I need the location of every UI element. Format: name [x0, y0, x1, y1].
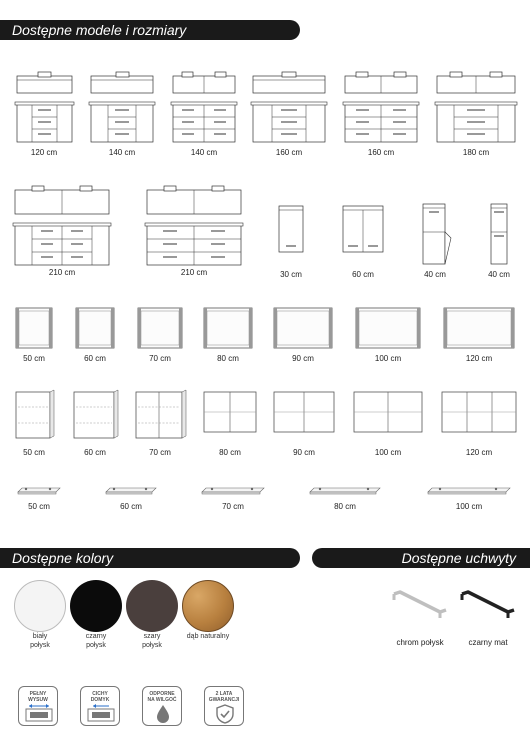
mirror-cabinet-drawing: [352, 390, 424, 442]
shelf-50: [16, 484, 62, 514]
mirror-drawing: [272, 306, 334, 352]
vanity-drawing: [144, 184, 244, 274]
badge-soft-close: CICHY DOMYK: [80, 686, 120, 726]
mirror-50: [14, 306, 54, 366]
mirror-cabinet-drawing: [134, 390, 186, 442]
vanity-160a: [250, 70, 328, 157]
vanity-drawing: [12, 184, 112, 274]
size-label: 100 cm: [374, 354, 402, 363]
mirror-drawing: [442, 306, 516, 352]
size-label: 160 cm: [275, 148, 303, 157]
cabinet-40-tall: [488, 202, 512, 280]
size-label: 30 cm: [280, 270, 302, 279]
size-label: 100 cm: [455, 502, 483, 511]
size-label: 180 cm: [462, 148, 490, 157]
handle-label: chrom połysk: [396, 638, 444, 647]
badge-warranty: 2 LATA GWARANCJI: [204, 686, 244, 726]
mirror-cabinet-drawing: [202, 390, 258, 442]
shelf-80: [308, 484, 382, 514]
size-label: 210 cm: [48, 268, 76, 277]
size-label: 100 cm: [374, 448, 402, 457]
vanity-140a: [88, 70, 156, 157]
size-label: 140 cm: [190, 148, 218, 157]
color-label: czarny połysk: [85, 633, 107, 649]
mirror-cabinet-50: [14, 390, 54, 460]
models-header: [0, 20, 300, 40]
mirror-drawing: [14, 306, 54, 352]
shelf-60: [104, 484, 158, 514]
size-label: 60 cm: [84, 354, 106, 363]
vanity-180: [434, 70, 518, 157]
color-label: szary połysk: [142, 633, 162, 649]
color-swatch-black[interactable]: [70, 580, 122, 632]
badge-moisture-resistant: ODPORNE NA WILGOĆ: [142, 686, 182, 726]
size-label: 160 cm: [367, 148, 395, 157]
shelf-drawing: [308, 484, 382, 496]
mirror-90: [272, 306, 334, 366]
color-swatch-white[interactable]: [14, 580, 66, 632]
color-swatch-oak[interactable]: [182, 580, 234, 632]
soft-close-icon: [81, 687, 121, 727]
mirror-cabinet-drawing: [440, 390, 518, 442]
cabinet-60: [340, 204, 386, 280]
shelf-drawing: [426, 484, 512, 496]
vanity-140b: [170, 70, 238, 157]
shield-check-icon: [205, 687, 245, 727]
vanity-210a: [12, 184, 112, 277]
mirror-drawing: [74, 306, 116, 352]
colors-header-text: Dostępne kolory: [12, 550, 114, 566]
size-label: 120 cm: [30, 148, 58, 157]
size-label: 40 cm: [488, 270, 510, 279]
vanity-160b: [342, 70, 420, 157]
size-label: 40 cm: [424, 270, 446, 279]
size-label: 80 cm: [219, 448, 241, 457]
mirror-cabinet-80: [202, 390, 258, 460]
size-label: 70 cm: [222, 502, 244, 511]
shelf-70: [200, 484, 266, 514]
size-label: 90 cm: [293, 448, 315, 457]
mirror-60: [74, 306, 116, 366]
cabinet-drawing: [340, 204, 386, 280]
colors-header: [0, 548, 300, 568]
color-label: biały połysk: [30, 633, 50, 649]
water-drop-icon: [143, 687, 183, 727]
cabinet-30: [276, 204, 306, 280]
size-label: 210 cm: [180, 268, 208, 277]
vanity-drawing: [342, 70, 420, 145]
shelf-drawing: [104, 484, 158, 496]
size-label: 120 cm: [465, 448, 493, 457]
size-label: 70 cm: [149, 354, 171, 363]
cabinet-drawing: [488, 202, 512, 280]
size-label: 90 cm: [292, 354, 314, 363]
size-label: 50 cm: [28, 502, 50, 511]
shelf-100: [426, 484, 512, 514]
shelf-drawing: [16, 484, 62, 496]
size-label: 50 cm: [23, 448, 45, 457]
cabinet-drawing: [276, 204, 306, 280]
vanity-drawing: [434, 70, 518, 145]
handle-black-icon: [458, 590, 518, 620]
cabinet-drawing: [420, 202, 452, 280]
full-extension-icon: [19, 687, 59, 727]
size-label: 60 cm: [84, 448, 106, 457]
mirror-cabinet-70: [134, 390, 186, 460]
mirror-cabinet-120: [440, 390, 518, 460]
size-label: 70 cm: [149, 448, 171, 457]
size-label: 140 cm: [108, 148, 136, 157]
size-label: 60 cm: [120, 502, 142, 511]
mirror-drawing: [354, 306, 422, 352]
size-label: 80 cm: [334, 502, 356, 511]
mirror-cabinet-100: [352, 390, 424, 460]
vanity-210b: [144, 184, 244, 277]
mirror-100: [354, 306, 422, 366]
color-label: dąb naturalny: [186, 633, 230, 640]
mirror-cabinet-90: [272, 390, 336, 460]
handles-header: [312, 548, 530, 568]
mirror-drawing: [136, 306, 184, 352]
shelf-drawing: [200, 484, 266, 496]
handle-chrome[interactable]: [390, 590, 450, 646]
size-label: 120 cm: [465, 354, 493, 363]
vanity-120: [14, 70, 74, 157]
vanity-drawing: [88, 70, 156, 145]
size-label: 50 cm: [23, 354, 45, 363]
mirror-drawing: [202, 306, 254, 352]
badge-full-extension: PEŁNY WYSUW: [18, 686, 58, 726]
handle-black[interactable]: [458, 590, 518, 646]
mirror-cabinet-drawing: [72, 390, 118, 442]
vanity-drawing: [14, 70, 74, 145]
mirror-120: [442, 306, 516, 366]
handle-label: czarny mat: [468, 638, 508, 647]
cabinet-40-basket: [420, 202, 452, 280]
mirror-cabinet-60: [72, 390, 118, 460]
mirror-cabinet-drawing: [14, 390, 54, 442]
models-header-text: Dostępne modele i rozmiary: [12, 22, 187, 38]
mirror-70: [136, 306, 184, 366]
size-label: 60 cm: [352, 270, 374, 279]
vanity-drawing: [170, 70, 238, 145]
handle-chrome-icon: [390, 590, 450, 620]
handles-header-text: Dostępne uchwyty: [401, 550, 516, 566]
mirror-80: [202, 306, 254, 366]
color-swatch-grey[interactable]: [126, 580, 178, 632]
mirror-cabinet-drawing: [272, 390, 336, 442]
vanity-drawing: [250, 70, 328, 145]
size-label: 80 cm: [217, 354, 239, 363]
